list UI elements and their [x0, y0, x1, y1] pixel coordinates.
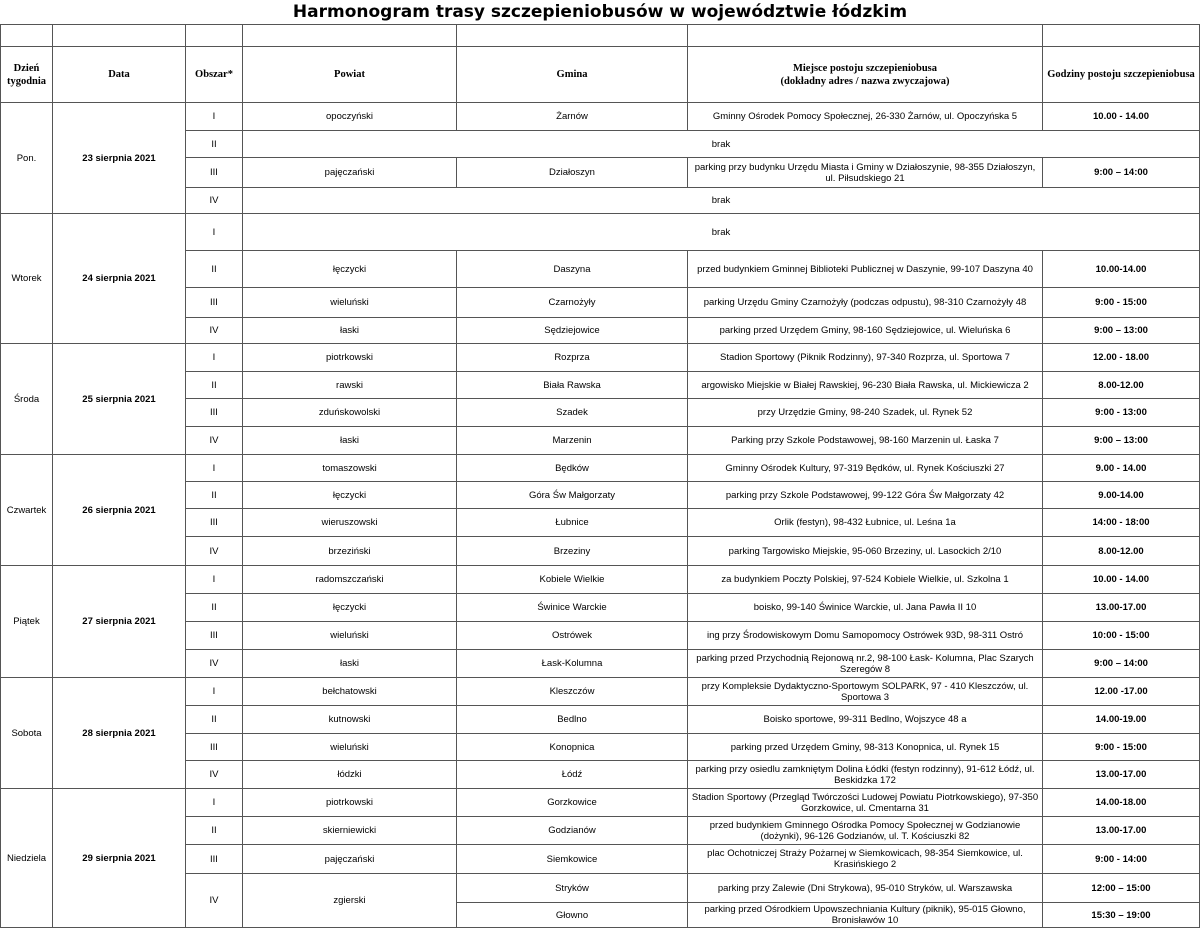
area-cell: II: [186, 594, 243, 622]
header-place: [688, 47, 1043, 103]
place-cell: Gminny Ośrodek Pomocy Społecznej, 26-330 Żarnów, ul. Opoczyńska 5: [688, 103, 1043, 131]
area-cell: IV: [186, 427, 243, 455]
hours-cell: 8.00-12.00: [1043, 372, 1200, 399]
page-title: Harmonogram trasy szczepieniobusów w województwie łódzkim: [292, 2, 908, 22]
table-row: [1, 344, 1200, 372]
commune-cell: Łubnice: [457, 509, 688, 537]
place-cell: parking przed Urzędem Gminy, 98-313 Konopnica, ul. Rynek 15: [688, 734, 1043, 761]
date-cell: 27 sierpnia 2021: [53, 566, 186, 678]
table-row: [1, 455, 1200, 482]
county-cell: radomszczański: [243, 566, 457, 594]
hours-cell: 12.00 - 18.00: [1043, 344, 1200, 372]
hours-cell: 14.00-18.00: [1043, 789, 1200, 817]
header-county: Powiat: [243, 47, 457, 103]
area-cell: I: [186, 455, 243, 482]
day-cell: Czwartek: [1, 455, 53, 566]
area-cell: IV: [186, 537, 243, 566]
area-cell: II: [186, 131, 243, 158]
day-cell: Sobota: [1, 678, 53, 789]
commune-cell: Szadek: [457, 399, 688, 427]
area-cell: III: [186, 845, 243, 874]
hours-cell: 9:00 - 15:00: [1043, 734, 1200, 761]
commune-cell: Czarnożyły: [457, 288, 688, 318]
commune-cell: Stryków: [457, 874, 688, 903]
hours-cell: 14:00 - 18:00: [1043, 509, 1200, 537]
place-cell: parking przy osiedlu zamkniętym Dolina Łódki (festyn rodzinny), 91-612 Łódź, ul. Beskidzka 172: [688, 761, 1043, 789]
county-cell: pajęczański: [243, 845, 457, 874]
hours-cell: 13.00-17.00: [1043, 594, 1200, 622]
schedule-body: [1, 103, 1200, 928]
county-cell: łęczycki: [243, 251, 457, 288]
county-cell: łęczycki: [243, 482, 457, 509]
table-row: [1, 566, 1200, 594]
commune-cell: Kleszczów: [457, 678, 688, 706]
area-cell: III: [186, 288, 243, 318]
hours-cell: 9:00 - 13:00: [1043, 399, 1200, 427]
place-cell: przed budynkiem Gminnego Ośrodka Pomocy Społecznej w Godzianowie (dożynki), 96-126 Godzianów, ul. T. Kościuszki 82: [688, 817, 1043, 845]
place-cell: przy Kompleksie Dydaktyczno-Sportowym SOLPARK, 97 - 410 Kleszczów, ul. Sportowa 3: [688, 678, 1043, 706]
day-cell: Środa: [1, 344, 53, 455]
place-cell: Orlik (festyn), 98-432 Łubnice, ul. Leśna 1a: [688, 509, 1043, 537]
county-cell: brzeziński: [243, 537, 457, 566]
area-cell: II: [186, 817, 243, 845]
place-cell: Boisko sportowe, 99-311 Bedlno, Wojszyce 48 a: [688, 706, 1043, 734]
commune-cell: Sędziejowice: [457, 318, 688, 344]
hours-cell: 9:00 - 14:00: [1043, 845, 1200, 874]
area-cell: I: [186, 566, 243, 594]
hours-cell: 14.00-19.00: [1043, 706, 1200, 734]
commune-cell: Konopnica: [457, 734, 688, 761]
place-cell: parking przy Zalewie (Dni Strykowa), 95-010 Stryków, ul. Warszawska: [688, 874, 1043, 903]
date-cell: 24 sierpnia 2021: [53, 214, 186, 344]
hours-cell: 9.00 - 14.00: [1043, 455, 1200, 482]
commune-cell: Brzeziny: [457, 537, 688, 566]
place-cell: za budynkiem Poczty Polskiej, 97-524 Kobiele Wielkie, ul. Szkolna 1: [688, 566, 1043, 594]
county-cell: bełchatowski: [243, 678, 457, 706]
commune-cell: Żarnów: [457, 103, 688, 131]
county-cell: rawski: [243, 372, 457, 399]
county-cell: wieruszowski: [243, 509, 457, 537]
county-cell: skierniewicki: [243, 817, 457, 845]
county-cell: wieluński: [243, 734, 457, 761]
hours-cell: 13.00-17.00: [1043, 761, 1200, 789]
place-cell: przed budynkiem Gminnej Biblioteki Publicznej w Daszynie, 99-107 Daszyna 40: [688, 251, 1043, 288]
county-cell: piotrkowski: [243, 344, 457, 372]
commune-cell: Świnice Warckie: [457, 594, 688, 622]
area-cell: IV: [186, 874, 243, 928]
area-cell: III: [186, 509, 243, 537]
day-cell: Pon.: [1, 103, 53, 214]
commune-cell: Ostrówek: [457, 622, 688, 650]
county-cell: wieluński: [243, 288, 457, 318]
place-cell: plac Ochotniczej Straży Pożarnej w Siemkowicach, 98-354 Siemkowice, ul. Krasińskiego 2: [688, 845, 1043, 874]
place-cell: przy Urzędzie Gminy, 98-240 Szadek, ul. Rynek 52: [688, 399, 1043, 427]
area-cell: III: [186, 158, 243, 188]
date-cell: 26 sierpnia 2021: [53, 455, 186, 566]
commune-cell: Daszyna: [457, 251, 688, 288]
hours-cell: 9:00 – 13:00: [1043, 427, 1200, 455]
hours-cell: 10.00-14.00: [1043, 251, 1200, 288]
date-cell: 25 sierpnia 2021: [53, 344, 186, 455]
county-cell: łaski: [243, 427, 457, 455]
day-cell: Piątek: [1, 566, 53, 678]
header-row: [1, 47, 1200, 103]
place-cell: ing przy Środowiskowym Domu Samopomocy Ostrówek 93D, 98-311 Ostró: [688, 622, 1043, 650]
day-cell: Wtorek: [1, 214, 53, 344]
header-area: Obszar*: [186, 47, 243, 103]
merged-cell: brak: [243, 214, 1200, 251]
hours-cell: 9:00 – 13:00: [1043, 318, 1200, 344]
header-hours: Godziny postoju szczepieniobusa: [1043, 47, 1200, 103]
place-cell: parking przed Przychodnią Rejonową nr.2, 98-100 Łask- Kolumna, Plac Szarych Szeregów 8: [688, 650, 1043, 678]
commune-cell: Marzenin: [457, 427, 688, 455]
area-cell: IV: [186, 761, 243, 789]
date-cell: 29 sierpnia 2021: [53, 789, 186, 928]
table-row: [1, 789, 1200, 817]
header-date: Data: [53, 47, 186, 103]
place-cell: parking przed Urzędem Gminy, 98-160 Sędziejowice, ul. Wieluńska 6: [688, 318, 1043, 344]
county-cell: łódzki: [243, 761, 457, 789]
area-cell: I: [186, 214, 243, 251]
hours-cell: 9.00-14.00: [1043, 482, 1200, 509]
hours-cell: 9:00 - 15:00: [1043, 288, 1200, 318]
place-cell: Stadion Sportowy (Piknik Rodzinny), 97-340 Rozprza, ul. Sportowa 7: [688, 344, 1043, 372]
area-cell: II: [186, 482, 243, 509]
hours-cell: 13.00-17.00: [1043, 817, 1200, 845]
county-cell: pajęczański: [243, 158, 457, 188]
header-place-line2: (dokładny adres / nazwa zwyczajowa): [780, 75, 950, 87]
county-cell: piotrkowski: [243, 789, 457, 817]
commune-cell: Godzianów: [457, 817, 688, 845]
place-cell: parking przed Ośrodkiem Upowszechniania Kultury (piknik), 95-015 Głowno, Bronisławów 10: [688, 903, 1043, 928]
commune-cell: Rozprza: [457, 344, 688, 372]
area-cell: IV: [186, 650, 243, 678]
hours-cell: 12:00 – 15:00: [1043, 874, 1200, 903]
place-cell: parking Targowisko Miejskie, 95-060 Brzeziny, ul. Lasockich 2/10: [688, 537, 1043, 566]
county-cell: łęczycki: [243, 594, 457, 622]
merged-cell: brak: [243, 131, 1200, 158]
hours-cell: 10.00 - 14.00: [1043, 103, 1200, 131]
area-cell: III: [186, 399, 243, 427]
hours-cell: 10.00 - 14.00: [1043, 566, 1200, 594]
area-cell: IV: [186, 318, 243, 344]
hours-cell: 9:00 – 14:00: [1043, 158, 1200, 188]
county-cell: wieluński: [243, 622, 457, 650]
commune-cell: Głowno: [457, 903, 688, 928]
hours-cell: 10:00 - 15:00: [1043, 622, 1200, 650]
header-day: Dzień tygodnia: [1, 47, 53, 103]
place-cell: Gminny Ośrodek Kultury, 97-319 Będków, ul. Rynek Kościuszki 27: [688, 455, 1043, 482]
commune-cell: Siemkowice: [457, 845, 688, 874]
commune-cell: Łódź: [457, 761, 688, 789]
area-cell: I: [186, 344, 243, 372]
place-cell: Parking przy Szkole Podstawowej, 98-160 Marzenin ul. Łaska 7: [688, 427, 1043, 455]
county-cell: łaski: [243, 318, 457, 344]
table-row: [1, 103, 1200, 131]
county-cell: łaski: [243, 650, 457, 678]
area-cell: III: [186, 622, 243, 650]
date-cell: 23 sierpnia 2021: [53, 103, 186, 214]
area-cell: I: [186, 103, 243, 131]
spacer-row: [1, 25, 1200, 47]
area-cell: II: [186, 372, 243, 399]
commune-cell: Góra Św Małgorzaty: [457, 482, 688, 509]
table-row: [1, 214, 1200, 251]
county-cell: zduńskowolski: [243, 399, 457, 427]
area-cell: III: [186, 734, 243, 761]
commune-cell: Działoszyn: [457, 158, 688, 188]
area-cell: I: [186, 678, 243, 706]
county-cell: kutnowski: [243, 706, 457, 734]
commune-cell: Gorzkowice: [457, 789, 688, 817]
place-cell: parking przy budynku Urzędu Miasta i Gminy w Działoszynie, 98-355 Działoszyn, ul. Piłsudskiego 21: [688, 158, 1043, 188]
commune-cell: Biała Rawska: [457, 372, 688, 399]
hours-cell: 8.00-12.00: [1043, 537, 1200, 566]
date-cell: 28 sierpnia 2021: [53, 678, 186, 789]
area-cell: II: [186, 251, 243, 288]
schedule-table: [0, 24, 1200, 928]
area-cell: IV: [186, 188, 243, 214]
place-cell: boisko, 99-140 Świnice Warckie, ul. Jana Pawła II 10: [688, 594, 1043, 622]
day-cell: Niedziela: [1, 789, 53, 928]
commune-cell: Kobiele Wielkie: [457, 566, 688, 594]
county-cell: tomaszowski: [243, 455, 457, 482]
place-cell: argowisko Miejskie w Białej Rawskiej, 96-230 Biała Rawska, ul. Mickiewicza 2: [688, 372, 1043, 399]
place-cell: Stadion Sportowy (Przegląd Twórczości Ludowej Powiatu Piotrkowskiego), 97-350 Gorzkowice, ul. Cmentarna 31: [688, 789, 1043, 817]
area-cell: I: [186, 789, 243, 817]
table-row: [1, 678, 1200, 706]
header-place-line1: Miejsce postoju szczepieniobusa: [792, 62, 938, 74]
header-commune: Gmina: [457, 47, 688, 103]
hours-cell: 9:00 – 14:00: [1043, 650, 1200, 678]
place-cell: parking przy Szkole Podstawowej, 99-122 Góra Św Małgorzaty 42: [688, 482, 1043, 509]
hours-cell: 12.00 -17.00: [1043, 678, 1200, 706]
county-cell: opoczyński: [243, 103, 457, 131]
merged-cell: brak: [243, 188, 1200, 214]
commune-cell: Łask-Kolumna: [457, 650, 688, 678]
place-cell: parking Urzędu Gminy Czarnożyły (podczas odpustu), 98-310 Czarnożyły 48: [688, 288, 1043, 318]
commune-cell: Bedlno: [457, 706, 688, 734]
hours-cell: 15:30 – 19:00: [1043, 903, 1200, 928]
area-cell: II: [186, 706, 243, 734]
commune-cell: Będków: [457, 455, 688, 482]
county-cell: zgierski: [243, 874, 457, 928]
